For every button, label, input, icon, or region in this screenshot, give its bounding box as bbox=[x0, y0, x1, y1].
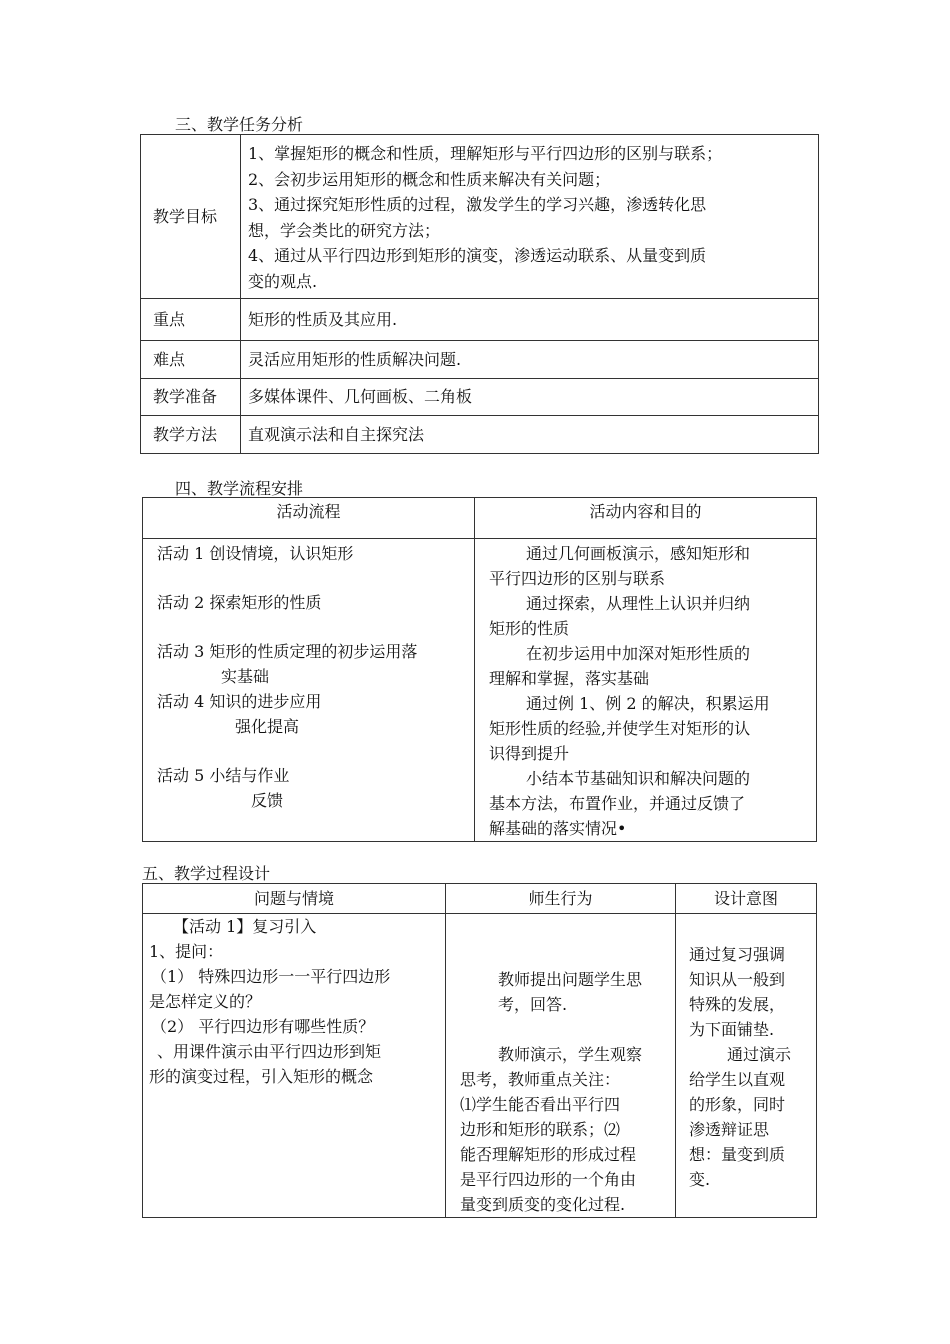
objective-line: 1、掌握矩形的概念和性质，理解矩形与平行四边形的区别与联系； bbox=[248, 144, 723, 163]
behavior-line: 教师演示，学生观察 bbox=[498, 1045, 643, 1064]
process-table bbox=[142, 883, 817, 1218]
purpose-list bbox=[475, 539, 817, 842]
purpose-item-cont: 理解和掌握，落实基础 bbox=[489, 669, 650, 688]
row-key-point bbox=[141, 299, 819, 341]
intent-line: 给学生以直观 bbox=[689, 1070, 786, 1089]
objectives-content bbox=[241, 135, 819, 299]
activity-title: 【活动 1】复习引入 bbox=[173, 917, 317, 936]
intent-line: 渗透辩证思 bbox=[689, 1120, 770, 1139]
label-difficulty: 难点 bbox=[141, 341, 241, 379]
objective-line: 想，学会类比的研究方法； bbox=[248, 220, 441, 240]
intent-line: 想：量变到质 bbox=[689, 1145, 786, 1164]
purpose-item: 通过探索，从理性上认识并归纳 bbox=[526, 594, 751, 613]
process-header-row bbox=[143, 884, 817, 914]
situation-line: （2） 平行四边形有哪些性质？ bbox=[151, 1017, 375, 1036]
flow-body-row bbox=[143, 539, 817, 842]
row-preparation bbox=[141, 379, 819, 416]
purpose-item: 小结本节基础知识和解决问题的 bbox=[526, 769, 751, 788]
row-difficulty bbox=[141, 341, 819, 379]
behavior-line: 边形和矩形的联系；⑵ bbox=[460, 1120, 621, 1139]
difficulty-value: 灵活应用矩形的性质解决问题. bbox=[241, 341, 819, 379]
activity-item-cont: 强化提高 bbox=[235, 717, 300, 736]
intent-line: 变. bbox=[689, 1170, 711, 1189]
behavior-line: ⑴学生能否看出平行四 bbox=[460, 1095, 621, 1114]
purpose-item-cont: 识得到提升 bbox=[489, 744, 570, 763]
objective-line: 4、通过从平行四边形到矩形的演变，渗透运动联系、从量变到质 bbox=[248, 246, 707, 265]
intent-line: 通过演示 bbox=[727, 1045, 792, 1064]
header-behavior: 师生行为 bbox=[446, 884, 676, 914]
activity-list bbox=[143, 539, 475, 842]
situation-line: 、用课件演示由平行四边形到矩 bbox=[157, 1042, 382, 1061]
header-activity-purpose: 活动内容和目的 bbox=[475, 498, 817, 539]
situation-cell bbox=[143, 914, 446, 1218]
activity-item-cont: 实基础 bbox=[221, 667, 270, 686]
intent-line: 知识从一般到 bbox=[689, 970, 786, 989]
flow-table bbox=[142, 497, 817, 842]
section-4-heading: 四、教学流程安排 bbox=[175, 479, 304, 498]
situation-line: 是怎样定义的？ bbox=[149, 992, 262, 1011]
purpose-item-cont: 矩形性质的经验,并使学生对矩形的认 bbox=[489, 719, 751, 738]
behavior-line: 教师提出问题学生思 bbox=[498, 970, 643, 989]
label-objectives: 教学目标 bbox=[141, 135, 241, 299]
activity-item: 活动 4 知识的进步应用 bbox=[157, 692, 322, 711]
activity-item: 活动 2 探索矩形的性质 bbox=[157, 593, 322, 612]
intent-line: 通过复习强调 bbox=[689, 945, 786, 964]
header-situation: 问题与情境 bbox=[143, 884, 446, 914]
situation-line: 形的演变过程，引入矩形的概念 bbox=[149, 1067, 374, 1086]
behavior-cell bbox=[446, 914, 676, 1218]
behavior-line: 能否理解矩形的形成过程 bbox=[460, 1145, 637, 1164]
behavior-line: 是平行四边形的一个角由 bbox=[460, 1170, 637, 1189]
objective-line: 2、会初步运用矩形的概念和性质来解决有关问题； bbox=[248, 169, 611, 189]
purpose-item-cont: 平行四边形的区别与联系 bbox=[489, 569, 666, 588]
activity-item: 活动 1 创设情境，认识矩形 bbox=[157, 544, 354, 563]
purpose-item-cont: 解基础的落实情况• bbox=[489, 819, 627, 838]
label-key-point: 重点 bbox=[141, 299, 241, 341]
purpose-item-cont: 矩形的性质 bbox=[489, 619, 570, 638]
purpose-item-cont: 基本方法，布置作业，并通过反馈了 bbox=[489, 794, 746, 813]
intent-line: 特殊的发展， bbox=[689, 995, 786, 1014]
header-activity-flow: 活动流程 bbox=[143, 498, 475, 539]
method-value: 直观演示法和自主探究法 bbox=[241, 416, 819, 454]
preparation-value: 多媒体课件、几何画板、二角板 bbox=[241, 379, 819, 416]
purpose-item: 在初步运用中加深对矩形性质的 bbox=[526, 644, 751, 663]
objective-line: 变的观点. bbox=[248, 271, 318, 291]
flow-header-row bbox=[143, 498, 817, 539]
label-method: 教学方法 bbox=[141, 416, 241, 454]
activity-item: 活动 5 小结与作业 bbox=[157, 766, 290, 785]
purpose-item: 通过例 1、例 2 的解决，积累运用 bbox=[526, 694, 770, 713]
situation-line: （1） 特殊四边形一一平行四边形 bbox=[151, 967, 391, 986]
row-objectives bbox=[141, 135, 819, 299]
situation-line: 1、提问： bbox=[149, 942, 224, 961]
purpose-item: 通过几何画板演示，感知矩形和 bbox=[526, 544, 751, 563]
objective-line: 3、通过探究矩形性质的过程，激发学生的学习兴趣，渗透转化思 bbox=[248, 195, 707, 214]
task-analysis-table bbox=[140, 134, 819, 454]
intent-cell bbox=[676, 914, 817, 1218]
behavior-line: 考，回答. bbox=[498, 995, 568, 1014]
label-preparation: 教学准备 bbox=[141, 379, 241, 416]
intent-line: 为下面铺垫. bbox=[689, 1020, 775, 1039]
intent-line: 的形象，同时 bbox=[689, 1095, 786, 1114]
section-3-heading: 三、教学任务分析 bbox=[175, 115, 304, 134]
behavior-line: 量变到质变的变化过程. bbox=[460, 1195, 626, 1214]
header-intent: 设计意图 bbox=[676, 884, 817, 914]
activity-item-cont: 反馈 bbox=[251, 791, 284, 810]
behavior-line: 思考，教师重点关注： bbox=[460, 1070, 621, 1089]
process-body-row bbox=[143, 914, 817, 1218]
section-5-heading: 五、教学过程设计 bbox=[142, 864, 271, 883]
row-method bbox=[141, 416, 819, 454]
key-point-value: 矩形的性质及其应用. bbox=[241, 299, 819, 341]
activity-item: 活动 3 矩形的性质定理的初步运用落 bbox=[157, 642, 418, 661]
